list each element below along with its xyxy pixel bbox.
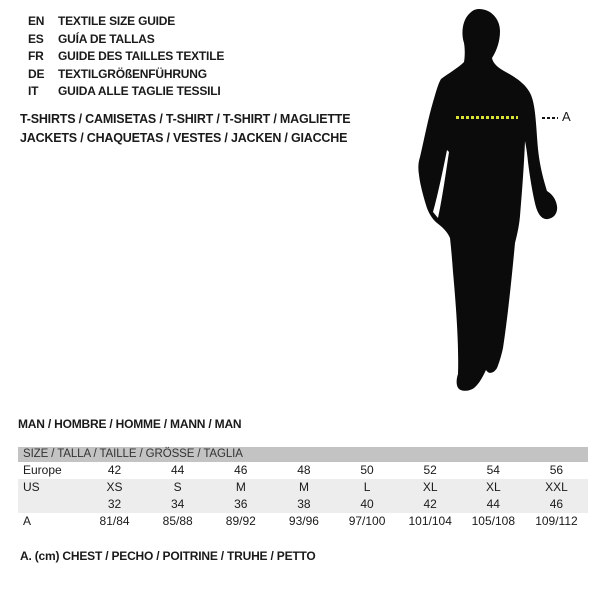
measure-leader-line bbox=[542, 117, 558, 119]
size-cell: 38 bbox=[297, 497, 311, 511]
size-cell: 109/112 bbox=[535, 514, 578, 528]
size-cell: 44 bbox=[171, 463, 185, 477]
guide-title: GUIDA ALLE TAGLIE TESSILI bbox=[58, 84, 221, 98]
chest-footnote: A. (cm) CHEST / PECHO / POITRINE / TRUHE / PETTO bbox=[20, 549, 316, 563]
row-label bbox=[18, 496, 83, 513]
language-code: IT bbox=[28, 84, 39, 98]
language-row bbox=[28, 48, 224, 66]
size-table bbox=[18, 447, 588, 530]
guide-title: TEXTILGRÖßENFÜHRUNG bbox=[58, 66, 207, 81]
language-row bbox=[28, 13, 224, 31]
language-title-list bbox=[28, 13, 224, 101]
table-row-europe bbox=[18, 462, 588, 479]
size-cell: XL bbox=[485, 480, 501, 494]
language-row bbox=[28, 66, 224, 84]
language-row bbox=[28, 83, 224, 101]
size-cell: 52 bbox=[423, 463, 437, 477]
size-cell: S bbox=[173, 480, 182, 494]
size-cell: M bbox=[235, 480, 246, 494]
size-cell: M bbox=[298, 480, 309, 494]
size-cell: 46 bbox=[234, 463, 248, 477]
size-cell: XL bbox=[422, 480, 438, 494]
row-label: Europe bbox=[23, 463, 62, 477]
size-cell: 85/88 bbox=[162, 514, 193, 528]
size-cell: XS bbox=[106, 480, 123, 494]
product-categories bbox=[20, 110, 350, 147]
size-cell: 48 bbox=[297, 463, 311, 477]
language-code: EN bbox=[28, 14, 45, 28]
guide-title: GUÍA DE TALLAS bbox=[58, 31, 155, 46]
man-silhouette-figure bbox=[405, 5, 570, 397]
row-label: A bbox=[23, 514, 32, 528]
size-cell: 40 bbox=[360, 497, 374, 511]
size-cell: 97/100 bbox=[348, 514, 386, 528]
size-cell: 101/104 bbox=[408, 514, 452, 528]
size-cell: 34 bbox=[171, 497, 185, 511]
size-cell: 44 bbox=[486, 497, 500, 511]
size-cell: 50 bbox=[360, 463, 374, 477]
guide-title: TEXTILE SIZE GUIDE bbox=[58, 14, 176, 28]
language-code: DE bbox=[28, 66, 45, 81]
size-cell: XXL bbox=[545, 480, 568, 494]
size-cell: 32 bbox=[107, 497, 122, 511]
size-cell: L bbox=[363, 480, 371, 494]
size-cell: 56 bbox=[549, 463, 564, 477]
size-cell: 36 bbox=[234, 497, 248, 511]
size-table-header: SIZE / TALLA / TAILLE / GRÖSSE / TAGLIA bbox=[18, 447, 588, 462]
size-cell: 93/96 bbox=[288, 514, 319, 528]
language-row bbox=[28, 31, 224, 49]
size-cell: 42 bbox=[107, 463, 122, 477]
table-row-chest-a bbox=[18, 513, 588, 530]
section-heading-man: MAN / HOMBRE / HOMME / MANN / MAN bbox=[18, 417, 242, 431]
size-cell: 89/92 bbox=[225, 514, 256, 528]
size-cell: 54 bbox=[486, 463, 500, 477]
size-cell: 46 bbox=[549, 497, 564, 511]
language-code: FR bbox=[28, 49, 44, 63]
row-label: US bbox=[23, 480, 40, 494]
chest-measure-dashed-line bbox=[456, 116, 518, 119]
table-row-uk bbox=[18, 496, 588, 513]
category-line-jackets: JACKETS / CHAQUETAS / VESTES / JACKEN / GIACCHE bbox=[20, 130, 348, 145]
language-code: ES bbox=[28, 31, 44, 46]
size-cell: 42 bbox=[423, 497, 437, 511]
table-row-us bbox=[18, 479, 588, 496]
measure-label-a: A bbox=[562, 109, 571, 124]
category-line-tshirts: T-SHIRTS / CAMISETAS / T-SHIRT / T-SHIRT / MAGLIETTE bbox=[20, 112, 351, 126]
guide-title: GUIDE DES TAILLES TEXTILE bbox=[58, 49, 225, 63]
size-cell: 105/108 bbox=[471, 514, 515, 528]
size-cell: 81/84 bbox=[99, 514, 130, 528]
